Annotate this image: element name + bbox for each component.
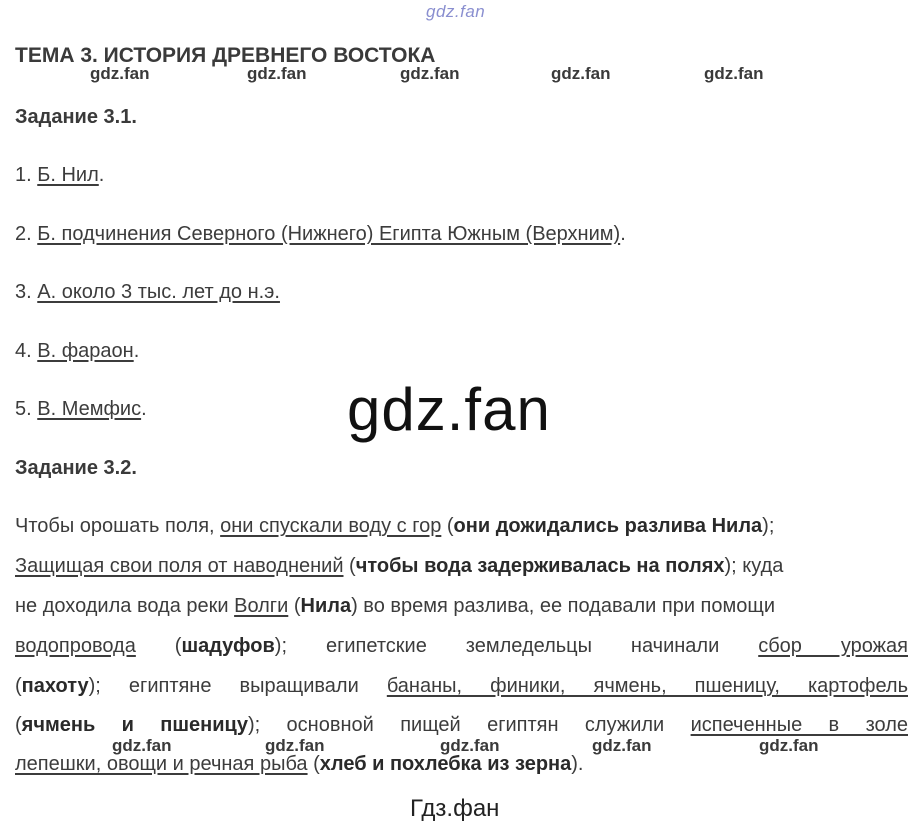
text: ( bbox=[441, 515, 454, 537]
underlined-text: лепешки, овощи и речная рыба bbox=[15, 753, 308, 775]
text: ( bbox=[343, 555, 356, 577]
answer-number: 1. bbox=[15, 164, 32, 186]
underlined-text: бананы, финики, ячмень, пшеницу, картофель bbox=[386, 675, 908, 697]
answer-item bbox=[15, 281, 280, 304]
text: ( bbox=[15, 675, 22, 697]
text: ( bbox=[288, 595, 301, 617]
underlined-text: Защищая свои поля от наводнений bbox=[15, 555, 344, 577]
watermark-small: gdz.fan bbox=[112, 736, 172, 755]
answer-number: 3. bbox=[15, 281, 32, 303]
text: ); египтяне выращивали bbox=[88, 675, 387, 697]
bold-answer: они дожидались разлива Нила bbox=[453, 515, 763, 537]
answer-text: В. Мемфис bbox=[37, 398, 142, 420]
bold-answer: хлеб и похлебка из зерна bbox=[319, 753, 572, 775]
bold-answer: ячмень и пшеницу bbox=[21, 714, 248, 736]
answer-item bbox=[15, 223, 626, 246]
watermark-small: gdz.fan bbox=[704, 64, 764, 83]
text: ); египетские земледельцы начинали bbox=[274, 635, 759, 657]
watermark-small: gdz.fan bbox=[592, 736, 652, 755]
answer-item bbox=[15, 164, 104, 187]
paragraph-line bbox=[15, 595, 908, 618]
watermark-small: gdz.fan bbox=[440, 736, 500, 755]
answer-item bbox=[15, 340, 139, 363]
underlined-text: испеченные в золе bbox=[690, 714, 908, 736]
watermark-big: gdz.fan bbox=[347, 376, 551, 443]
bold-answer: Нила bbox=[300, 595, 352, 617]
answer-end: . bbox=[98, 164, 105, 186]
text: не доходила вода реки bbox=[15, 595, 235, 617]
text: ); bbox=[762, 515, 775, 537]
task-3-1-title: Задание 3.1. bbox=[15, 106, 137, 128]
text: ); куда bbox=[724, 555, 784, 577]
text: ). bbox=[571, 753, 584, 775]
bold-answer: пахоту bbox=[21, 675, 89, 697]
paragraph-line bbox=[15, 753, 908, 776]
answer-text: Б. Нил bbox=[37, 164, 99, 186]
answer-text: Б. подчинения Северного (Нижнего) Египта Южным (Верхним) bbox=[37, 223, 621, 245]
underlined-text: Волги bbox=[234, 595, 289, 617]
paragraph-line bbox=[15, 714, 908, 737]
underlined-text: водопровода bbox=[15, 635, 136, 657]
text: ( bbox=[15, 714, 22, 736]
watermark-small: gdz.fan bbox=[551, 64, 611, 83]
watermark-top: gdz.fan bbox=[426, 2, 486, 21]
paragraph-line bbox=[15, 675, 908, 698]
answer-text: А. около 3 тыс. лет до н.э. bbox=[37, 281, 280, 303]
answer-text: В. фараон bbox=[37, 340, 134, 362]
answer-end: . bbox=[133, 340, 140, 362]
topic-title: ТЕМА 3. ИСТОРИЯ ДРЕВНЕГО ВОСТОКА bbox=[15, 44, 436, 67]
text: ( bbox=[135, 635, 182, 657]
task-3-2-title: Задание 3.2. bbox=[15, 457, 137, 479]
watermark-small: gdz.fan bbox=[265, 736, 325, 755]
text: Чтобы орошать поля, bbox=[15, 515, 221, 537]
answer-number: 5. bbox=[15, 398, 32, 420]
answer-end: . bbox=[620, 223, 626, 245]
underlined-text: они спускали воду с гор bbox=[220, 515, 442, 537]
answer-number: 4. bbox=[15, 340, 32, 362]
answer-item bbox=[15, 398, 147, 421]
watermark-small: gdz.fan bbox=[759, 736, 819, 755]
paragraph-line bbox=[15, 555, 908, 578]
paragraph-line bbox=[15, 515, 908, 538]
bold-answer: чтобы вода задерживалась на полях bbox=[355, 555, 725, 577]
watermark-small: gdz.fan bbox=[90, 64, 150, 83]
text: ( bbox=[307, 753, 320, 775]
watermark-footer: Гдз.фан bbox=[410, 795, 500, 822]
paragraph-line bbox=[15, 635, 908, 658]
text: ) во время разлива, ее подавали при помощи bbox=[351, 595, 775, 617]
answer-number: 2. bbox=[15, 223, 32, 245]
text: ); основной пищей египтян служили bbox=[247, 714, 691, 736]
watermark-small: gdz.fan bbox=[400, 64, 460, 83]
answer-end: . bbox=[141, 398, 147, 420]
bold-answer: шадуфов bbox=[181, 635, 275, 657]
watermark-small: gdz.fan bbox=[247, 64, 307, 83]
underlined-text: сбор урожая bbox=[758, 635, 908, 657]
